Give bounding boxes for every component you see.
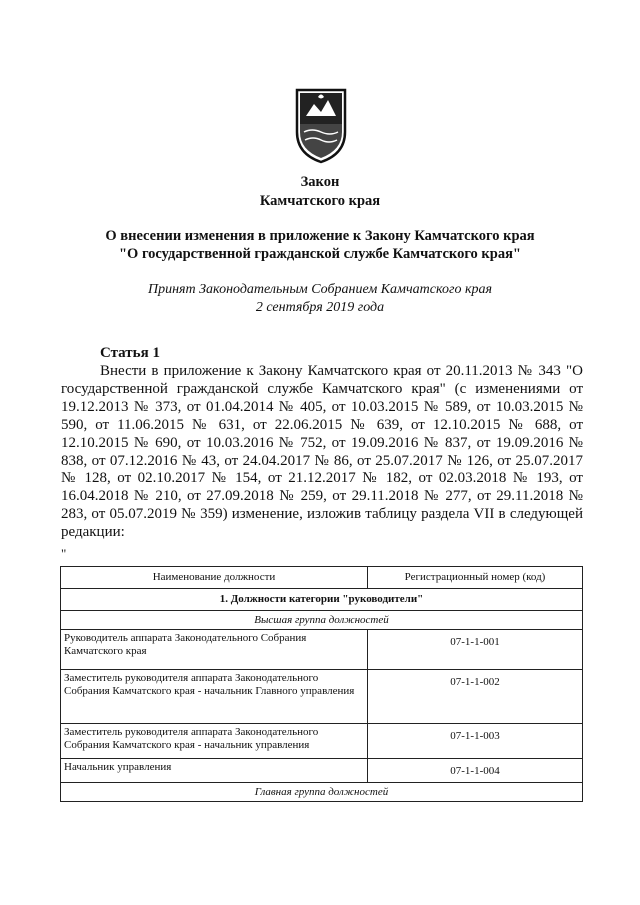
position-name: Заместитель руководителя аппарата Законодательного Собрания Камчатского края - начальник управления bbox=[61, 724, 368, 759]
table-header-row bbox=[61, 567, 583, 589]
opening-quote: " bbox=[61, 546, 67, 561]
position-name: Руководитель аппарата Законодательного Собрания Камчатского края bbox=[61, 630, 368, 670]
col-header-position: Наименование должности bbox=[61, 567, 368, 589]
table-row bbox=[61, 670, 583, 724]
group-title-main: Главная группа должностей bbox=[61, 783, 583, 802]
position-code: 07-1-1-004 bbox=[368, 759, 583, 783]
article-heading: Статья 1 bbox=[100, 345, 160, 361]
region-title: Камчатского края bbox=[259, 193, 381, 209]
law-subject-line2: "О государственной гражданской службе Камчатского края" bbox=[119, 246, 521, 262]
position-code: 07-1-1-002 bbox=[368, 670, 583, 724]
group-title-top: Высшая группа должностей bbox=[61, 611, 583, 630]
positions-table bbox=[60, 566, 583, 802]
group-row bbox=[61, 611, 583, 630]
table-row bbox=[61, 724, 583, 759]
adopted-date: 2 сентября 2019 года bbox=[255, 300, 385, 315]
adopted-by: Принят Законодательным Собранием Камчатского края bbox=[147, 282, 493, 297]
article-text: Внести в приложение к Закону Камчатского края от 20.11.2013 № 343 "О государственной гражданской службе Камчатского края" (с изменениями от 19.12.2013 № 373, от 01.04.2014 № 405, от 10.03.2015 № 589, от 10.03.2015 № 590, от 11.06.2015 № 631, от 22.06.2015 № 639, от 12.10.2015 № 688, от 12.10.2015 № 690, от 10.03.2016 № 752, от 19.09.2016 № 837, от 19.09.2016 № 838, от 07.12.2016 № 43, от 24.04.2017 № 86, от 25.07.2017 № 126, от 25.07.2017 № 128, от 02.10.2017 № 154, от 21.12.2017 № 182, от 02.03.2018 № 193, от 16.04.2018 № 210, от 27.09.2018 № 259, от 29.11.2018 № 277, от 29.11.2018 № 283, от 05.07.2019 № 359) изменение, изложив таблицу раздела VII в следующей редакции: bbox=[61, 363, 583, 541]
law-subject-line1: О внесении изменения в приложение к Закону Камчатского края bbox=[105, 228, 535, 244]
position-code: 07-1-1-001 bbox=[368, 630, 583, 670]
table-row bbox=[61, 630, 583, 670]
section-title: 1. Должности категории "руководители" bbox=[61, 589, 583, 611]
group-row bbox=[61, 783, 583, 802]
kamchatka-coat-of-arms-icon bbox=[294, 86, 348, 164]
position-code: 07-1-1-003 bbox=[368, 724, 583, 759]
law-title: Закон bbox=[300, 174, 340, 190]
table-row bbox=[61, 759, 583, 783]
section-row bbox=[61, 589, 583, 611]
position-name: Начальник управления bbox=[61, 759, 368, 783]
position-name: Заместитель руководителя аппарата Законодательного Собрания Камчатского края - начальник Главного управления bbox=[61, 670, 368, 724]
col-header-code: Регистрационный номер (код) bbox=[368, 567, 583, 589]
